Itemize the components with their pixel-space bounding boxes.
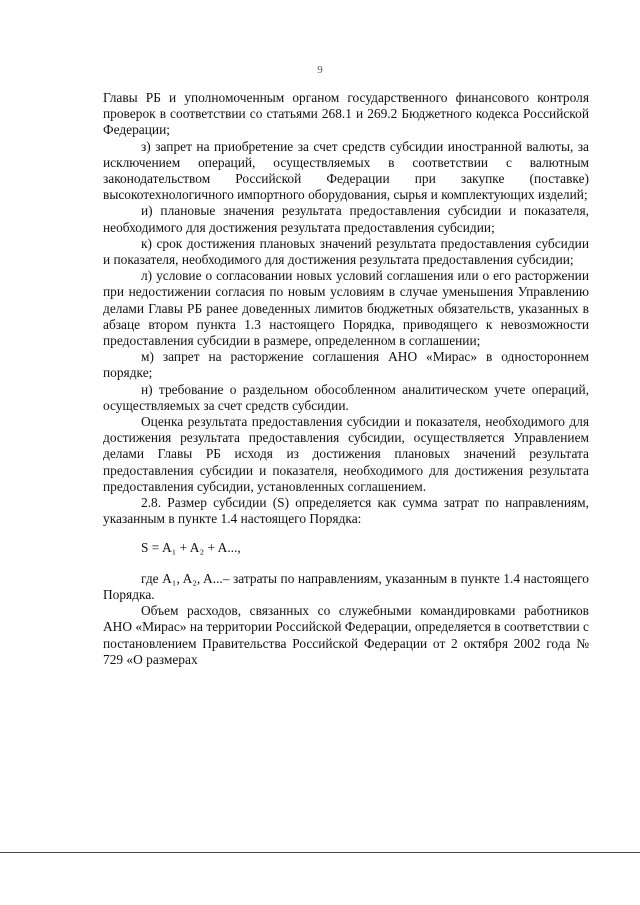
paragraph-item-k: к) срок достижения плановых значений результата предоставления субсидии и показателя, необходимого для достижения результата предоставления субсидии; (103, 235, 589, 268)
paragraph-continuation: Главы РБ и уполномоченным органом государственного финансового контроля проверок в соответствии со статьями 268.1 и 269.2 Бюджетного кодекса Российской Федерации; (103, 90, 589, 138)
paragraph-formula-legend: где A₁, A₂, A...– затраты по направлениям, указанным в пункте 1.4 настоящего Порядка. (103, 570, 589, 602)
paragraph-item-l: л) условие о согласовании новых условий соглашения или о его расторжении при недостижении согласия по новым условиям в случае уменьшения Управлению делами Главы РБ ранее доведенных лимитов бюджетных обязательств, указанных в абзаце втором пункта 1.3 настоящего Порядка, приводящего к невозможности предоставления субсидии в размере, определенном в соглашении; (103, 268, 589, 349)
paragraph-item-n: н) требование о раздельном обособленном аналитическом учете операций, осуществляемых за счет средств субсидии. (103, 381, 589, 413)
paragraph-item-z: з) запрет на приобретение за счет средств субсидии иностранной валюты, за исключением операций, осуществляемых в соответствии с валютным законодательством Российской Федерации при закупке (поставке) высокотехнологичного импортного оборудования, сырья и комплектующих изделий; (103, 138, 589, 203)
paragraph-travel-expenses: Объем расходов, связанных со служебными командировками работников АНО «Мирас» на территории Российской Федерации, определяется в соответствии с постановлением Правительства Российской Федерации от 2 октября 2002 года № 729 «О размерах (103, 603, 589, 667)
page-bottom-rule (0, 852, 640, 853)
paragraph-2-8: 2.8. Размер субсидии (S) определяется как сумма затрат по направлениям, указанным в пункте 1.4 настоящего Порядка: (103, 495, 589, 527)
paragraph-item-m: м) запрет на расторжение соглашения АНО «Мирас» в одностороннем порядке; (103, 349, 589, 381)
subsidy-formula: S = A₁ + A₂ + A..., (141, 540, 241, 556)
paragraph-item-i: и) плановые значения результата предоставления субсидии и показателя, необходимого для достижения результата предоставления субсидии; (103, 203, 589, 235)
document-body (103, 90, 589, 668)
paragraph-evaluation: Оценка результата предоставления субсидии и показателя, необходимого для достижения результата предоставления субсидии, осуществляется Управлением делами Главы РБ исходя из достижения плановых значений результата предоставления субсидии и показателя, необходимого для достижения результата предоставления субсидии, установленных соглашением. (103, 414, 589, 494)
page-number: 9 (317, 64, 323, 76)
